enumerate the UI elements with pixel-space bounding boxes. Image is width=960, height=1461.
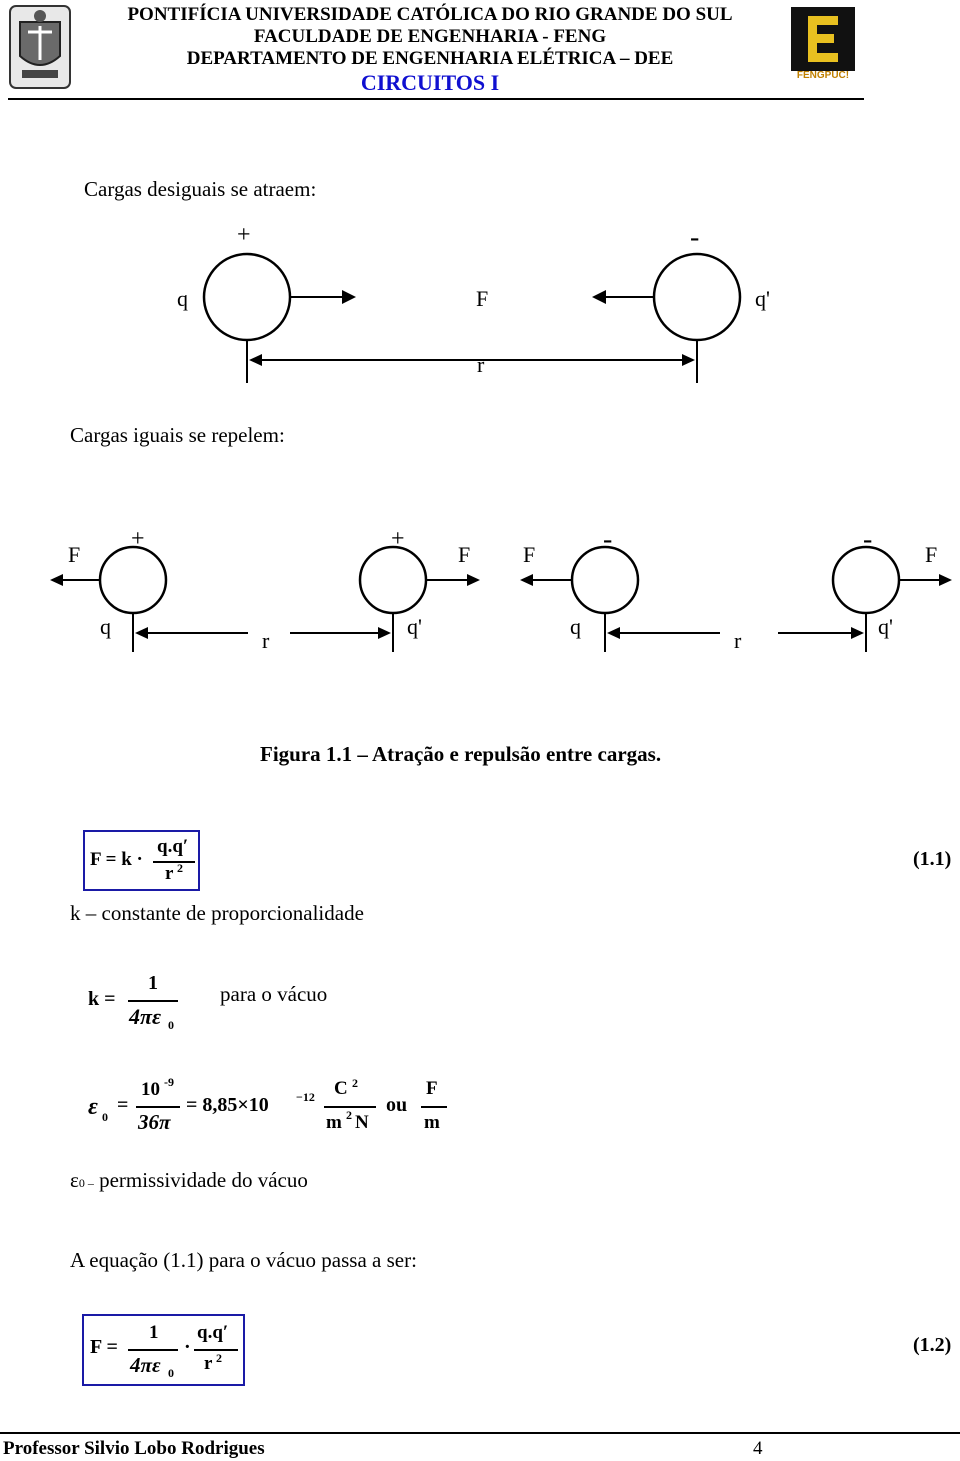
repel-caption: Cargas iguais se repelem:	[70, 423, 285, 447]
label-F: F	[925, 542, 938, 567]
equation-1-2-box	[82, 1314, 245, 1386]
equation-1-1-box	[83, 830, 200, 891]
label-q: q	[570, 614, 581, 639]
label-r: r	[262, 628, 270, 653]
eps-alt-num: F	[426, 1078, 438, 1099]
course-title: CIRCUITOS I	[360, 70, 500, 95]
eps-unit-den: m	[326, 1112, 342, 1133]
label-q-prime: q'	[407, 614, 422, 639]
eps-num-exp: -9	[164, 1075, 174, 1089]
label-q-prime: q'	[878, 614, 893, 639]
eps-denominator: 36π	[138, 1110, 171, 1134]
label-r: r	[734, 628, 742, 653]
eps-desc-sub: 0 –	[78, 1176, 94, 1190]
fengpuc-logo-text: FENGPUC!	[796, 70, 850, 81]
eq1-exponent: 2	[177, 861, 183, 875]
k-subscript: 0	[168, 1018, 174, 1032]
label-q-prime: q'	[755, 286, 770, 311]
eq1-fraction-bar	[153, 861, 195, 863]
charge-circle-q-prime-repel-minus	[833, 547, 899, 613]
eq1-number: (1.1)	[913, 848, 952, 870]
label-r: r	[477, 352, 485, 377]
label-q: q	[177, 286, 188, 311]
charge-circle-q	[204, 254, 290, 340]
eps-alt-fraction-bar	[421, 1106, 447, 1108]
charge-circle-q-repel-minus	[572, 547, 638, 613]
footer-rule	[0, 1432, 960, 1434]
eq2-number: (1.2)	[913, 1334, 952, 1356]
eps-subscript: 0	[102, 1110, 108, 1124]
eps-desc-symbol: ε	[70, 1168, 79, 1192]
eps-num-base: 10	[141, 1079, 160, 1100]
sign-plus: +	[237, 222, 251, 248]
label-q: q	[100, 614, 111, 639]
charge-circle-q-prime-repel-plus	[360, 547, 426, 613]
header-rule	[8, 98, 864, 100]
footer-author: Professor Silvio Lobo Rodrigues	[3, 1438, 265, 1459]
eps-equals: =	[117, 1094, 129, 1116]
page-number: 4	[753, 1438, 763, 1459]
k-numerator: 1	[148, 972, 158, 994]
eq2-lhs: F =	[90, 1336, 118, 1358]
eq2-fraction-bar-1	[128, 1349, 178, 1351]
label-F: F	[458, 542, 471, 567]
eq2-num1: 1	[149, 1322, 159, 1343]
sign-minus: -	[690, 222, 700, 253]
eps-description	[70, 1168, 308, 1193]
charge-circle-q-repel-plus	[100, 547, 166, 613]
sign-plus: +	[131, 526, 145, 552]
eps-fraction-bar	[136, 1106, 180, 1108]
eq2-dot: ·	[184, 1336, 191, 1358]
eq2-exp2: 2	[216, 1351, 222, 1365]
eq2-sub1: 0	[168, 1366, 174, 1380]
eq1-lhs: F = k ·	[90, 849, 143, 870]
header-line-1: PONTIFÍCIA UNIVERSIDADE CATÓLICA DO RIO GRANDE DO SUL	[127, 4, 733, 25]
attract-caption: Cargas desiguais se atraem:	[84, 177, 317, 201]
k-fraction-bar	[128, 1000, 178, 1002]
sign-minus: -	[603, 524, 613, 555]
k-note: para o vácuo	[220, 982, 328, 1006]
eps-value-exp: −12	[296, 1090, 315, 1104]
sign-minus: -	[863, 524, 873, 555]
eps-unit-num-exp: 2	[352, 1076, 358, 1090]
eps-unit-num: C	[334, 1078, 348, 1099]
eq2-den2: r	[204, 1353, 213, 1374]
eps-symbol: ε	[88, 1094, 98, 1120]
label-F: F	[68, 542, 81, 567]
eps-unit-den-n: N	[355, 1112, 369, 1133]
eps-unit-den-exp: 2	[346, 1108, 352, 1122]
k-denominator: 4πε	[129, 1004, 162, 1029]
k-description: k – constante de proporcionalidade	[70, 901, 364, 925]
eps-alt-den: m	[424, 1112, 440, 1133]
charge-circle-q-prime	[654, 254, 740, 340]
eq1-denominator: r	[165, 863, 174, 884]
k-lhs: k =	[88, 988, 116, 1010]
intro-eq2: A equação (1.1) para o vácuo passa a ser:	[70, 1248, 417, 1272]
eq1-numerator: q.q′	[157, 836, 189, 857]
sign-plus: +	[391, 526, 405, 552]
eq2-den1: 4πε	[130, 1353, 161, 1377]
figure-caption: Figura 1.1 – Atração e repulsão entre cargas.	[260, 742, 662, 766]
fengpuc-logo	[790, 6, 856, 88]
header-line-3: DEPARTAMENTO DE ENGENHARIA ELÉTRICA – DEE	[186, 48, 674, 69]
label-F: F	[476, 286, 489, 311]
label-F: F	[523, 542, 536, 567]
eq2-num2: q.q′	[197, 1322, 229, 1343]
header-line-2: FACULDADE DE ENGENHARIA - FENG	[253, 26, 607, 47]
eps-desc-text: permissividade do vácuo	[93, 1168, 308, 1192]
eps-ou: ou	[386, 1094, 408, 1116]
eps-value: = 8,85×10	[186, 1094, 269, 1116]
